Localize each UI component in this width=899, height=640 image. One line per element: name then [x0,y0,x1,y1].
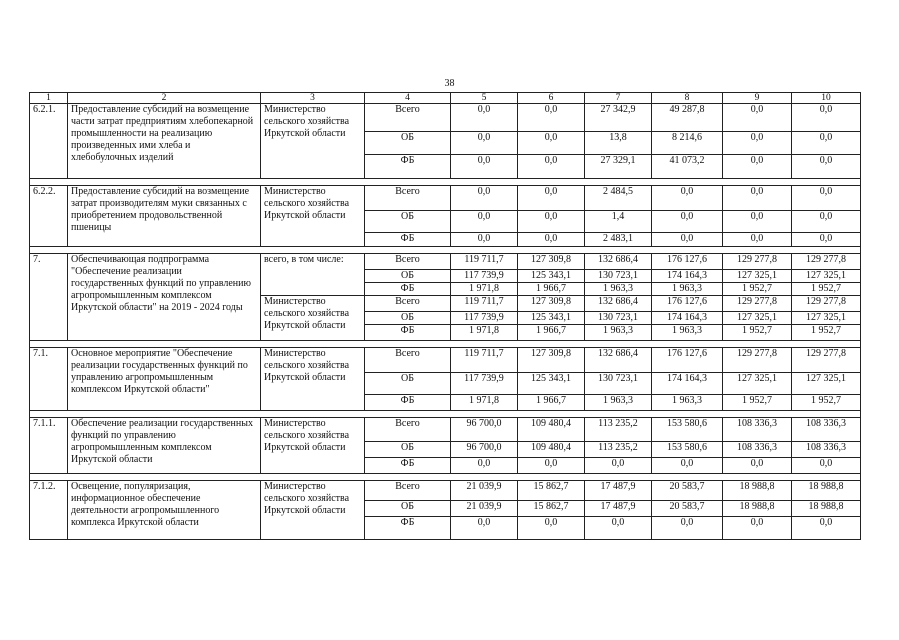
amount-cell: 130 723,1 [585,312,652,325]
amount-cell: 13,8 [585,132,652,155]
amount-cell: 1 952,7 [792,283,861,296]
group-separator [30,247,861,254]
amount-cell: 0,0 [518,233,585,247]
amount-cell: 2 484,5 [585,186,652,211]
amount-cell: 0,0 [792,233,861,247]
amount-cell: 176 127,6 [652,296,723,312]
amount-cell: 20 583,7 [652,481,723,501]
amount-cell: 49 287,8 [652,104,723,132]
funding-source: Всего [365,481,451,501]
separator-cell [30,474,861,481]
funding-source: ФБ [365,458,451,474]
table-row [30,481,861,501]
group-separator [30,179,861,186]
amount-cell: 0,0 [723,233,792,247]
column-header: 6 [518,93,585,104]
amount-cell: 1 952,7 [723,395,792,411]
amount-cell: 1 963,3 [652,283,723,296]
separator-cell [30,247,861,254]
funding-source: ФБ [365,395,451,411]
amount-cell: 8 214,6 [652,132,723,155]
amount-cell: 15 862,7 [518,481,585,501]
row-number: 7.1. [30,348,68,411]
executor: Министерство сельского хозяйства Иркутской области [261,481,365,540]
amount-cell: 0,0 [723,186,792,211]
amount-cell: 1 963,3 [652,325,723,341]
budget-table [29,92,861,540]
amount-cell: 18 988,8 [723,501,792,517]
amount-cell: 0,0 [723,458,792,474]
amount-cell: 18 988,8 [723,481,792,501]
activity-name: Обеспечение реализации государственных функций по управлению агропромышленным комплексом Иркутской области [68,418,261,474]
amount-cell: 119 711,7 [451,296,518,312]
amount-cell: 0,0 [723,211,792,233]
amount-cell: 0,0 [585,517,652,540]
amount-cell: 108 336,3 [723,442,792,458]
amount-cell: 129 277,8 [792,296,861,312]
amount-cell: 1 963,3 [585,325,652,341]
amount-cell: 1 963,3 [652,395,723,411]
amount-cell: 1 963,3 [585,395,652,411]
activity-name: Основное мероприятие "Обеспечение реализации государственных функций по управлению агропромышленным комплексом Иркутской области" [68,348,261,411]
amount-cell: 1 966,7 [518,325,585,341]
funding-source: ОБ [365,211,451,233]
amount-cell: 96 700,0 [451,418,518,442]
amount-cell: 109 480,4 [518,442,585,458]
funding-source: ОБ [365,501,451,517]
amount-cell: 113 235,2 [585,442,652,458]
amount-cell: 130 723,1 [585,373,652,395]
funding-source: ОБ [365,373,451,395]
amount-cell: 108 336,3 [792,418,861,442]
amount-cell: 117 739,9 [451,270,518,283]
amount-cell: 0,0 [518,211,585,233]
amount-cell: 0,0 [723,104,792,132]
amount-cell: 0,0 [652,458,723,474]
amount-cell: 1 952,7 [792,395,861,411]
amount-cell: 20 583,7 [652,501,723,517]
executor: всего, в том числе: [261,254,365,296]
amount-cell: 127 309,8 [518,348,585,373]
amount-cell: 1 952,7 [723,283,792,296]
amount-cell: 0,0 [652,211,723,233]
amount-cell: 0,0 [451,132,518,155]
amount-cell: 127 325,1 [723,373,792,395]
amount-cell: 0,0 [792,517,861,540]
amount-cell: 0,0 [451,233,518,247]
amount-cell: 0,0 [451,155,518,179]
row-number: 7.1.1. [30,418,68,474]
amount-cell: 17 487,9 [585,481,652,501]
row-number: 6.2.1. [30,104,68,179]
amount-cell: 129 277,8 [723,254,792,270]
table-row [30,418,861,442]
amount-cell: 113 235,2 [585,418,652,442]
amount-cell: 129 277,8 [792,348,861,373]
amount-cell: 0,0 [792,132,861,155]
amount-cell: 174 164,3 [652,312,723,325]
group-separator [30,474,861,481]
column-header: 3 [261,93,365,104]
amount-cell: 0,0 [518,458,585,474]
funding-source: Всего [365,296,451,312]
activity-name: Освещение, популяризация, информационное обеспечение деятельности агропромышленного комплекса Иркутской области [68,481,261,540]
amount-cell: 1 971,8 [451,325,518,341]
amount-cell: 21 039,9 [451,481,518,501]
amount-cell: 129 277,8 [723,348,792,373]
amount-cell: 0,0 [792,155,861,179]
table-row [30,254,861,270]
amount-cell: 153 580,6 [652,442,723,458]
funding-source: Всего [365,186,451,211]
amount-cell: 96 700,0 [451,442,518,458]
amount-cell: 119 711,7 [451,348,518,373]
funding-source: Всего [365,104,451,132]
row-number: 6.2.2. [30,186,68,247]
table-row [30,348,861,373]
column-header: 5 [451,93,518,104]
amount-cell: 153 580,6 [652,418,723,442]
page-number: 38 [444,78,455,89]
amount-cell: 0,0 [723,517,792,540]
amount-cell: 1 966,7 [518,395,585,411]
table-body [30,93,861,540]
activity-name: Обеспечивающая подпрограмма "Обеспечение реализации государственных функций по управлению агропромышленным комплексом Иркутской области" на 2019 - 2024 годы [68,254,261,341]
funding-source: ФБ [365,155,451,179]
activity-name: Предоставление субсидий на возмещение части затрат предприятиям хлебопекарной промышленности на реализацию произведенных ими хлеба и хлебобулочных изделий [68,104,261,179]
amount-cell: 127 325,1 [723,312,792,325]
amount-cell: 127 325,1 [792,312,861,325]
amount-cell: 174 164,3 [652,270,723,283]
group-separator [30,411,861,418]
amount-cell: 27 342,9 [585,104,652,132]
funding-source: ОБ [365,132,451,155]
column-header: 4 [365,93,451,104]
amount-cell: 0,0 [518,104,585,132]
amount-cell: 0,0 [652,233,723,247]
executor: Министерство сельского хозяйства Иркутской области [261,348,365,411]
amount-cell: 0,0 [652,186,723,211]
amount-cell: 1 952,7 [792,325,861,341]
amount-cell: 27 329,1 [585,155,652,179]
funding-source: ФБ [365,283,451,296]
amount-cell: 129 277,8 [792,254,861,270]
row-number: 7.1.2. [30,481,68,540]
activity-name: Предоставление субсидий на возмещение затрат производителям муки связанных с приобретением продовольственной пшеницы [68,186,261,247]
amount-cell: 127 309,8 [518,254,585,270]
amount-cell: 132 686,4 [585,254,652,270]
amount-cell: 119 711,7 [451,254,518,270]
column-header: 9 [723,93,792,104]
amount-cell: 1 971,8 [451,283,518,296]
amount-cell: 0,0 [451,104,518,132]
amount-cell: 0,0 [518,132,585,155]
amount-cell: 117 739,9 [451,373,518,395]
amount-cell: 0,0 [451,211,518,233]
column-header: 8 [652,93,723,104]
amount-cell: 0,0 [792,186,861,211]
group-separator [30,341,861,348]
amount-cell: 130 723,1 [585,270,652,283]
separator-cell [30,411,861,418]
table-row [30,186,861,211]
amount-cell: 18 988,8 [792,501,861,517]
executor: Министерство сельского хозяйства Иркутской области [261,418,365,474]
amount-cell: 127 325,1 [792,270,861,283]
amount-cell: 117 739,9 [451,312,518,325]
amount-cell: 0,0 [652,517,723,540]
amount-cell: 174 164,3 [652,373,723,395]
funding-source: ФБ [365,517,451,540]
amount-cell: 0,0 [792,211,861,233]
amount-cell: 0,0 [451,517,518,540]
table-row [30,104,861,132]
funding-source: ФБ [365,233,451,247]
amount-cell: 129 277,8 [723,296,792,312]
amount-cell: 0,0 [792,104,861,132]
amount-cell: 125 343,1 [518,270,585,283]
amount-cell: 0,0 [518,155,585,179]
amount-cell: 132 686,4 [585,296,652,312]
funding-source: ФБ [365,325,451,341]
amount-cell: 125 343,1 [518,373,585,395]
separator-cell [30,179,861,186]
executor: Министерство сельского хозяйства Иркутской области [261,296,365,341]
amount-cell: 176 127,6 [652,254,723,270]
funding-source: Всего [365,254,451,270]
amount-cell: 0,0 [723,155,792,179]
amount-cell: 15 862,7 [518,501,585,517]
amount-cell: 2 483,1 [585,233,652,247]
amount-cell: 1 963,3 [585,283,652,296]
amount-cell: 0,0 [451,458,518,474]
amount-cell: 127 325,1 [723,270,792,283]
amount-cell: 0,0 [518,517,585,540]
amount-cell: 108 336,3 [723,418,792,442]
funding-source: ОБ [365,270,451,283]
separator-cell [30,341,861,348]
funding-source: Всего [365,348,451,373]
column-header: 1 [30,93,68,104]
amount-cell: 108 336,3 [792,442,861,458]
executor: Министерство сельского хозяйства Иркутской области [261,186,365,247]
column-header: 10 [792,93,861,104]
amount-cell: 127 325,1 [792,373,861,395]
funding-source: ОБ [365,442,451,458]
amount-cell: 0,0 [585,458,652,474]
funding-source: ОБ [365,312,451,325]
amount-cell: 125 343,1 [518,312,585,325]
amount-cell: 1 966,7 [518,283,585,296]
amount-cell: 132 686,4 [585,348,652,373]
amount-cell: 1 971,8 [451,395,518,411]
column-header: 2 [68,93,261,104]
amount-cell: 176 127,6 [652,348,723,373]
row-number: 7. [30,254,68,341]
amount-cell: 109 480,4 [518,418,585,442]
column-header-row [30,93,861,104]
funding-source: Всего [365,418,451,442]
amount-cell: 18 988,8 [792,481,861,501]
amount-cell: 0,0 [451,186,518,211]
amount-cell: 17 487,9 [585,501,652,517]
amount-cell: 0,0 [792,458,861,474]
amount-cell: 1 952,7 [723,325,792,341]
amount-cell: 41 073,2 [652,155,723,179]
amount-cell: 21 039,9 [451,501,518,517]
amount-cell: 0,0 [723,132,792,155]
amount-cell: 1,4 [585,211,652,233]
column-header: 7 [585,93,652,104]
amount-cell: 127 309,8 [518,296,585,312]
executor: Министерство сельского хозяйства Иркутской области [261,104,365,179]
amount-cell: 0,0 [518,186,585,211]
